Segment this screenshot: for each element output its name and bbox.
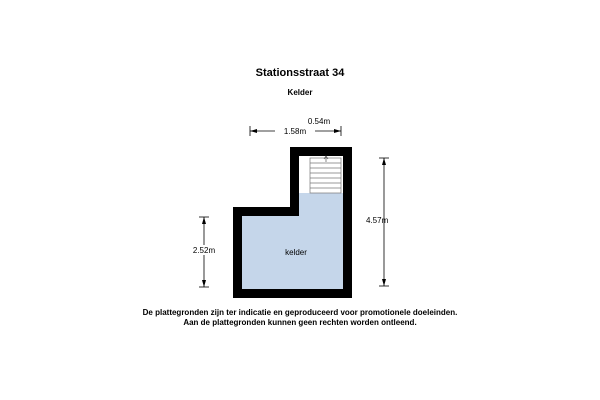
stair-area — [310, 156, 343, 193]
room-label: kelder — [285, 248, 307, 257]
dimension-label-top-width: 1.58m — [283, 127, 307, 136]
floor-label: Kelder — [287, 88, 313, 97]
address-title: Stationsstraat 34 — [255, 67, 345, 79]
disclaimer — [0, 308, 600, 328]
dimension-label-right-height: 4.57m — [366, 216, 389, 225]
disclaimer-line-1: De plattegronden zijn ter indicatie en geproduceerd voor promotionele doeleinden. — [142, 308, 458, 317]
room-floor-upper — [299, 193, 310, 216]
dimension-label-left-height: 2.52m — [192, 246, 216, 255]
inner-wall-left — [290, 147, 299, 216]
disclaimer-line-2: Aan de plattegronden kunnen geen rechten worden ontleend. — [183, 318, 417, 327]
dimension-label-top-small: 0.54m — [307, 117, 331, 126]
